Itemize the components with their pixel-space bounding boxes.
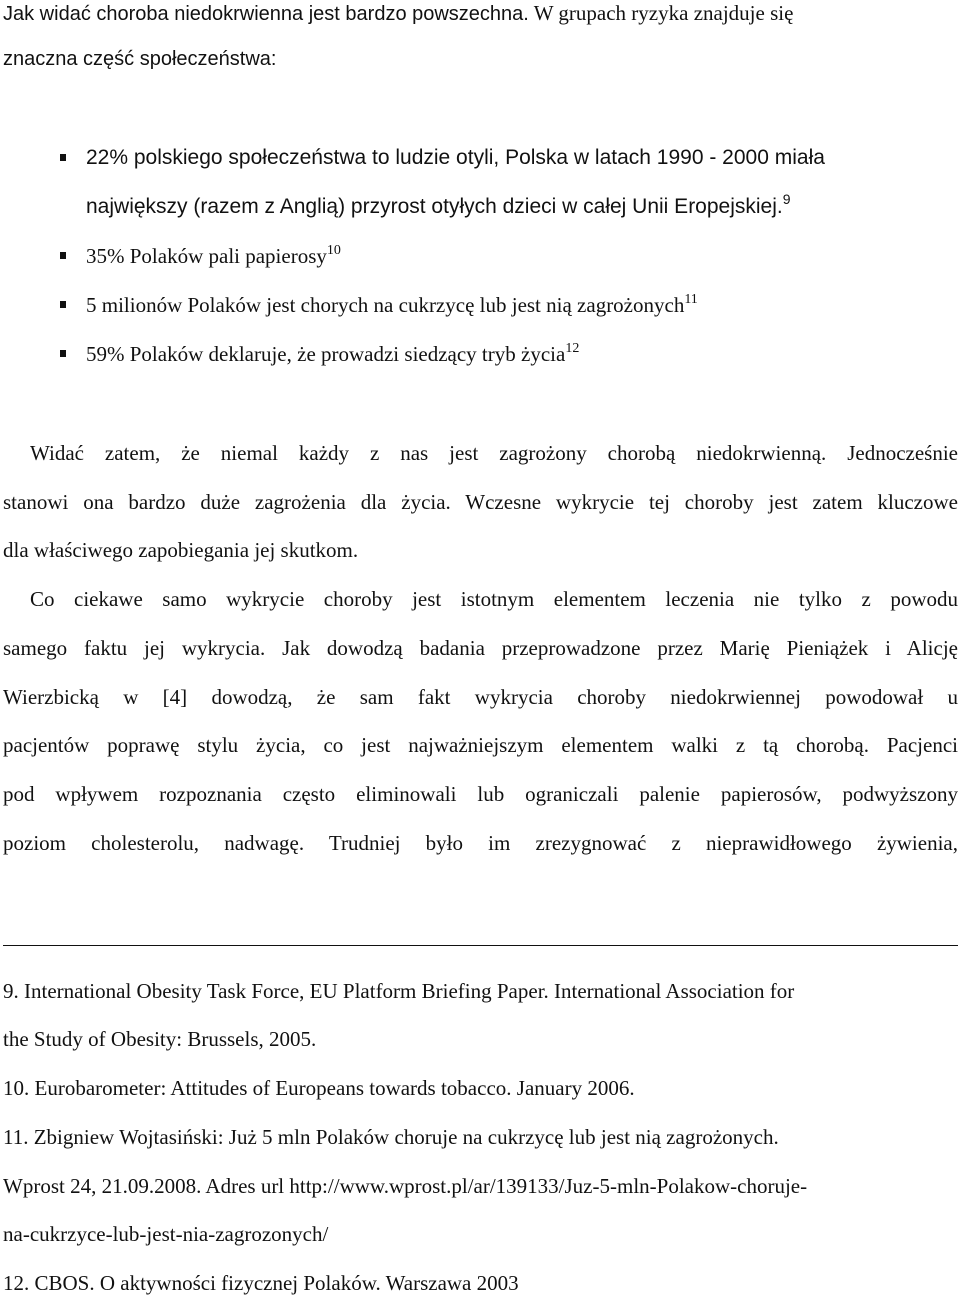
bullet-3-text: 5 milionów Polaków jest chorych na cukrzycę lub jest nią zagrożonych: [86, 293, 685, 317]
paragraph-2-line-6: poziom cholesterolu, nadwagę. Trudniej było im zrezygnować z nieprawidłowego żywienia,: [3, 831, 958, 855]
paragraph-2-line-1: Co ciekawe samo wykrycie choroby jest istotnym elementem leczenia nie tylko z powodu: [30, 587, 958, 611]
intro-line-2: znaczna część społeczeństwa:: [3, 48, 277, 70]
bullet-4-wrap: [86, 341, 579, 367]
footnote-ref-12: 12: [565, 341, 580, 356]
bullet-marker: [60, 154, 66, 161]
footnote-ref-10: 10: [326, 243, 341, 258]
paragraph-2-line-3: Wierzbicką w [4] dowodzą, że sam fakt wykrycia choroby niedokrwiennej powodował u: [3, 685, 958, 709]
bullet-2-wrap: [86, 243, 341, 269]
footnote-separator: [3, 945, 958, 946]
bullet-2-text: 35% Polaków pali papierosy: [86, 244, 327, 268]
document-page: [3, 0, 958, 1301]
footnote-ref-9: 9: [782, 191, 791, 207]
bullet-1-line-2: największy (razem z Anglią) przyrost otyłych dzieci w całej Unii Eropejskiej.: [86, 195, 783, 218]
bullet-1-line-1: 22% polskiego społeczeństwa to ludzie otyli, Polska w latach 1990 - 2000 miała: [86, 146, 825, 169]
paragraph-1-line-3: dla właściwego zapobiegania jej skutkom.: [3, 538, 359, 562]
intro-line-1b: W grupach ryzyka znajduje się: [533, 1, 794, 25]
paragraph-2-line-5: pod wpływem rozpoznania często eliminowali lub ograniczali palenie papierosów, podwyższony: [3, 782, 958, 806]
paragraph-2-line-2: samego faktu jej wykrycia. Jak dowodzą badania przeprowadzone przez Marię Pieniążek i Alicję: [3, 636, 958, 660]
footnote-9-line-1: 9. International Obesity Task Force, EU Platform Briefing Paper. International Association for: [3, 979, 795, 1003]
footnote-10: 10. Eurobarometer: Attitudes of Europeans towards tobacco. January 2006.: [3, 1076, 635, 1100]
intro-line-1a: Jak widać choroba niedokrwienna jest bardzo powszechna.: [3, 3, 529, 25]
bullet-marker: [60, 301, 66, 308]
paragraph-2-line-4: pacjentów poprawę stylu życia, co jest najważniejszym elementem walki z tą chorobą. Pacjenci: [3, 733, 958, 757]
paragraph-1-line-2: stanowi ona bardzo duże zagrożenia dla życia. Wczesne wykrycie tej choroby jest zatem kluczowe: [3, 490, 958, 514]
footnote-11-line-1: 11. Zbigniew Wojtasiński: Już 5 mln Polaków choruje na cukrzycę lub jest nią zagrożonych.: [3, 1125, 779, 1149]
bullet-marker: [60, 252, 66, 259]
footnote-11-line-2: Wprost 24, 21.09.2008. Adres url http://www.wprost.pl/ar/139133/Juz-5-mln-Polakow-choruje-: [3, 1174, 808, 1198]
bullet-marker: [60, 350, 66, 357]
paragraph-1-line-1: Widać zatem, że niemal każdy z nas jest zagrożony chorobą niedokrwienną. Jednocześnie: [30, 441, 958, 465]
bullet-3-wrap: [86, 292, 698, 318]
intro-line-1: [3, 0, 793, 27]
footnote-12: 12. CBOS. O aktywności fizycznej Polaków. Warszawa 2003: [3, 1271, 519, 1295]
bullet-4-text: 59% Polaków deklaruje, że prowadzi siedzący tryb życia: [86, 342, 566, 366]
bullet-1-line-2-wrap: [86, 191, 791, 220]
footnote-ref-11: 11: [684, 292, 698, 307]
footnote-11-line-3: na-cukrzyce-lub-jest-nia-zagrozonych/: [3, 1222, 329, 1246]
footnote-9-line-2: the Study of Obesity: Brussels, 2005.: [3, 1027, 317, 1051]
